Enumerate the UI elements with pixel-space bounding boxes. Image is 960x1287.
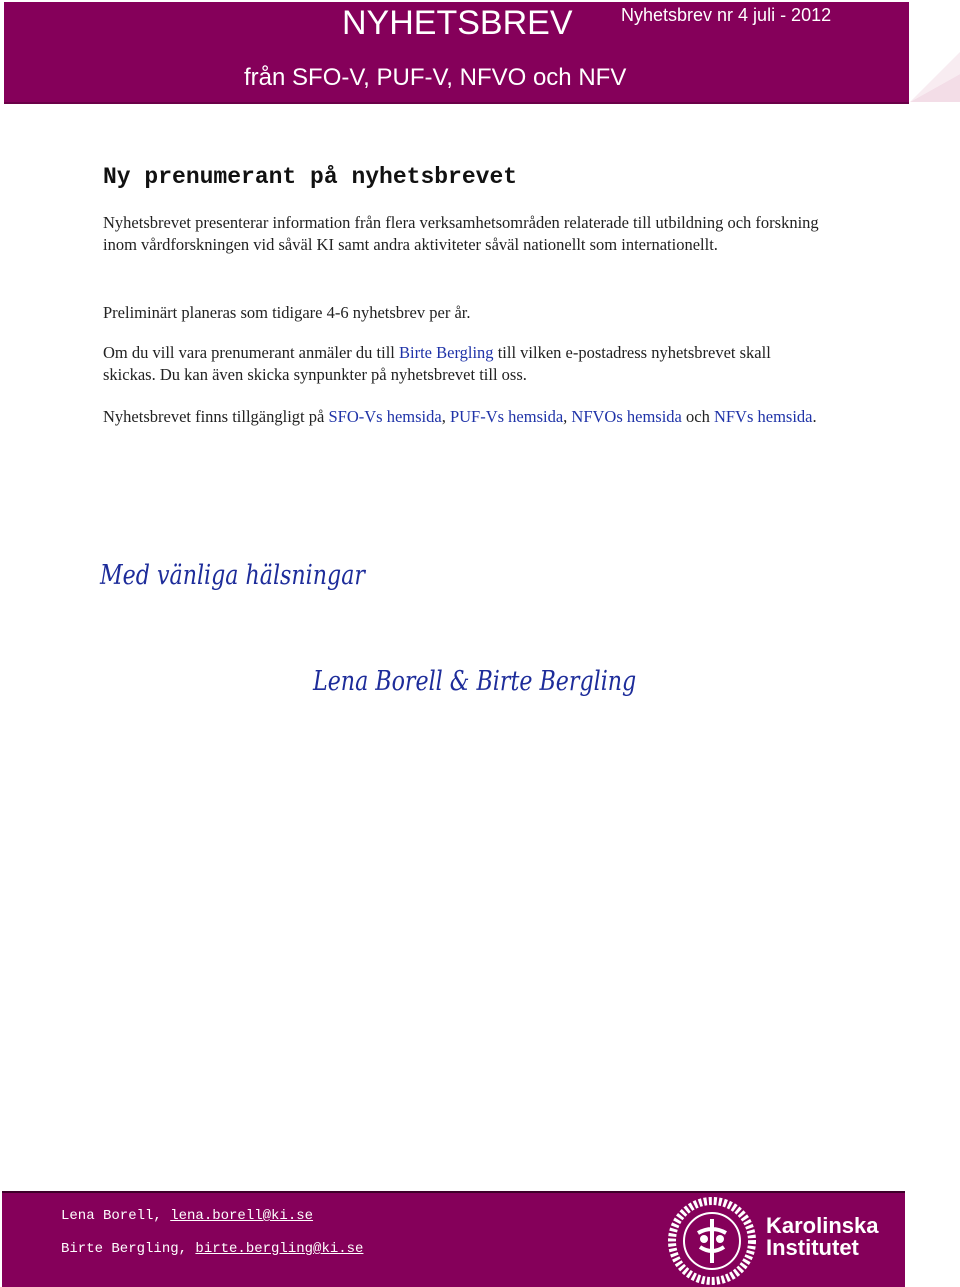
logo-line-1: Karolinska — [766, 1213, 879, 1238]
university-seal-icon — [668, 1197, 756, 1285]
nfv-homepage-link[interactable]: NFVs hemsida — [713, 407, 813, 426]
logo-line-2: Institutet — [766, 1235, 859, 1260]
issue-label: Nyhetsbrev nr 4 juli - 2012 — [621, 5, 832, 25]
nfvo-homepage-link[interactable]: NFVOs hemsida — [571, 407, 682, 426]
subscribe-paragraph — [103, 342, 823, 386]
subscribe-text: Om du vill vara prenumerant anmäler du till — [103, 343, 399, 362]
corner-decoration-icon — [910, 52, 960, 102]
signature: Lena Borell & Birte Bergling — [313, 666, 637, 697]
availability-text: Nyhetsbrevet finns tillgängligt på — [103, 407, 329, 426]
period: . — [812, 407, 817, 426]
karolinska-logo — [668, 1197, 878, 1285]
birte-bergling-link[interactable]: Birte Bergling — [399, 343, 494, 362]
footer-band — [2, 1191, 905, 1287]
contact-name: Lena Borell, — [61, 1208, 171, 1224]
page-heading: Ny prenumerant på nyhetsbrevet — [103, 164, 518, 190]
puf-v-homepage-link[interactable]: PUF-Vs hemsida — [449, 407, 564, 426]
intro-paragraph: Nyhetsbrevet presenterar information från flera verksamhetsområden relaterade till utbildning och forskning inom vårdforskningen vid såväl KI samt andra aktiviteter såväl nationellt som internationellt. — [103, 213, 819, 254]
separator: , — [441, 407, 450, 426]
frequency-paragraph: Preliminärt planeras som tidigare 4-6 nyhetsbrev per år. — [103, 303, 471, 322]
newsletter-title: NYHETSBREV — [342, 4, 573, 42]
logo-text — [766, 1215, 879, 1259]
sfo-v-homepage-link[interactable]: SFO-Vs hemsida — [328, 407, 442, 426]
birte-email-link[interactable]: birte.bergling@ki.se — [195, 1241, 364, 1257]
lena-email-link[interactable]: lena.borell@ki.se — [170, 1208, 314, 1224]
contact-name: Birte Bergling, — [61, 1241, 196, 1257]
contact-birte — [61, 1241, 363, 1257]
subscribe-text-rest: till vilken e-postadress nyhetsbrevet skall skickas. Du kan även skicka synpunkter på nyhetsbrevet till oss. — [103, 343, 771, 384]
greeting: Med vänliga hälsningar — [100, 560, 365, 591]
header-band — [4, 2, 909, 104]
newsletter-subtitle: från SFO-V, PUF-V, NFVO och NFV — [244, 64, 627, 91]
separator: , — [563, 407, 572, 426]
contact-lena — [61, 1208, 313, 1224]
conjunction-text: och — [681, 407, 714, 426]
availability-paragraph — [103, 406, 823, 428]
